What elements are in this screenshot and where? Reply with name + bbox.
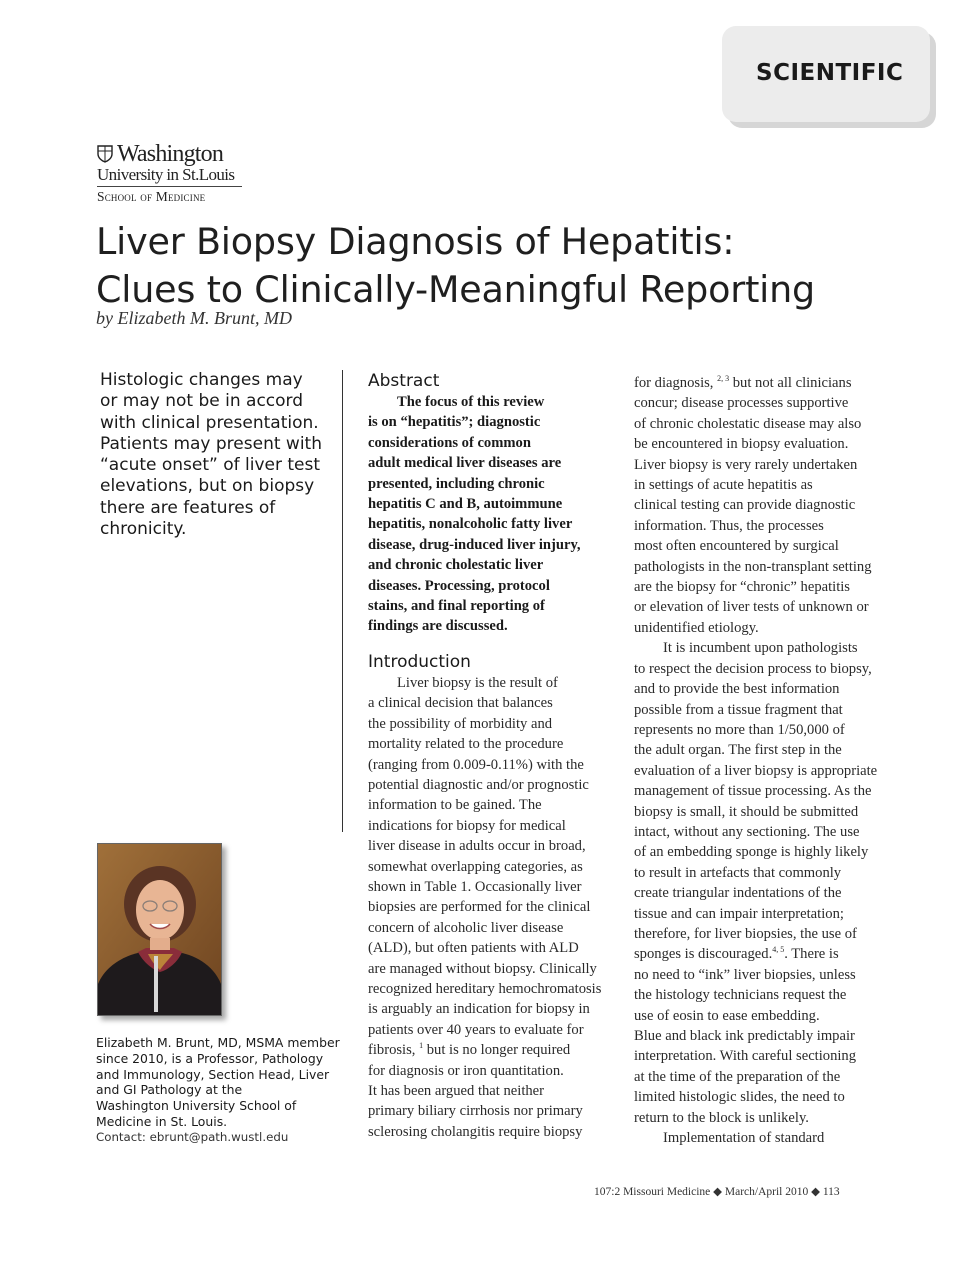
article-title xyxy=(96,218,815,314)
col3-line: therefore, for liver biopsies, the use of xyxy=(634,925,857,942)
col3-line xyxy=(634,944,894,964)
intro-line: sclerosing cholangitis require biopsy xyxy=(368,1123,583,1140)
col3-line: Implementation of standard xyxy=(663,1130,825,1147)
abstract-line: hepatitis, nonalcoholic fatty liver xyxy=(368,516,573,533)
col3-line: the adult organ. The first step in the xyxy=(634,742,842,759)
abstract-line: The focus of this review xyxy=(397,394,545,410)
intro-fibrosis-end: but is no longer required xyxy=(423,1042,571,1059)
col3-line: evaluation of a liver biopsy is appropriate xyxy=(634,762,878,779)
col3-line xyxy=(634,373,894,393)
abstract-line: disease, drug-induced liver injury, xyxy=(368,536,581,553)
intro-line: mortality related to the procedure xyxy=(368,736,564,753)
abstract-line: stains, and final reporting of xyxy=(368,598,545,615)
abstract-line: findings are discussed. xyxy=(368,618,508,635)
intro-line: liver disease in adults occur in broad, xyxy=(368,838,586,855)
intro-fibrosis-start: fibrosis, xyxy=(368,1042,420,1059)
pull-quote-line: chronicity. xyxy=(100,519,187,540)
col3-line: or elevation of liver tests of unknown or xyxy=(634,599,869,616)
intro-line: patients over 40 years to evaluate for xyxy=(368,1021,584,1038)
col3-line: the histology technicians request the xyxy=(634,987,847,1004)
author-caption-line: and Immunology, Section Head, Liver xyxy=(96,1066,330,1082)
citation-ref: 2, 3 xyxy=(717,374,730,383)
intro-line: potential diagnostic and/or prognostic xyxy=(368,776,589,793)
col3-line: clinical testing can provide diagnostic xyxy=(634,497,856,514)
abstract-body xyxy=(368,392,618,637)
col3-line: create triangular indentations of the xyxy=(634,885,842,902)
abstract-line: presented, including chronic xyxy=(368,475,545,492)
col3-line: and to provide the best information xyxy=(634,681,840,698)
pull-quote xyxy=(100,370,340,540)
col3-line: use of eosin to ease embedding. xyxy=(634,1007,820,1024)
col3-line: to result in artefacts that commonly xyxy=(634,864,842,881)
abstract-line: is on “hepatitis”; diagnostic xyxy=(368,414,541,431)
col3-line: to respect the decision process to biopsy, xyxy=(634,660,872,677)
col3-first-start: for diagnosis, xyxy=(634,375,718,391)
page-footer: 107:2 Missouri Medicine ◆ March/April 2010 ◆ 113 xyxy=(594,1186,840,1198)
author-portrait xyxy=(98,844,221,1015)
intro-line: primary biliary cirrhosis nor primary xyxy=(368,1103,583,1120)
col3-line: are the biopsy for “chronic” hepatitis xyxy=(634,579,850,596)
abstract-line: and chronic cholestatic liver xyxy=(368,557,544,574)
pull-quote-line: with clinical presentation. xyxy=(100,412,319,433)
abstract-line: considerations of common xyxy=(368,434,531,451)
logo-line-school: School of Medicine xyxy=(97,186,242,207)
intro-line: a clinical decision that balances xyxy=(368,695,553,712)
abstract-line: hepatitis C and B, autoimmune xyxy=(368,496,563,513)
section-tab-label: SCIENTIFIC xyxy=(756,60,904,86)
intro-line: Liver biopsy is the result of xyxy=(397,674,558,691)
author-caption-line: Medicine in St. Louis. xyxy=(96,1113,228,1129)
col3-line: interpretation. With careful sectioning xyxy=(634,1048,857,1065)
col3-sponge-end: . There is xyxy=(784,946,839,963)
logo-line-university: University in St.Louis xyxy=(97,165,235,184)
introduction-heading: Introduction xyxy=(368,651,471,672)
intro-line: (ALD), but often patients with ALD xyxy=(368,940,579,957)
pull-quote-line: Patients may present with xyxy=(100,433,322,454)
intro-line: indications for biopsy for medical xyxy=(368,817,566,834)
university-logo xyxy=(97,142,242,208)
column-3 xyxy=(634,373,894,1148)
author-contact: Contact: ebrunt@path.wustl.edu xyxy=(96,1129,289,1144)
author-caption-line: Elizabeth M. Brunt, MD, MSMA member xyxy=(96,1035,340,1050)
abstract-line: adult medical liver diseases are xyxy=(368,455,562,472)
pull-quote-line: Histologic changes may xyxy=(100,370,303,390)
pull-quote-line: or may not be in accord xyxy=(100,391,304,412)
col3-line: return to the block is unlikely. xyxy=(634,1109,809,1126)
col3-line: pathologists in the non-transplant setting xyxy=(634,558,872,575)
article-title-line-2: Clues to Clinically-Meaningful Reporting xyxy=(96,268,816,311)
intro-line: the possibility of morbidity and xyxy=(368,715,553,732)
column-2 xyxy=(368,370,618,1142)
col3-line: most often encountered by surgical xyxy=(634,538,839,555)
col3-sponge-start: sponges is discouraged. xyxy=(634,946,773,963)
author-caption xyxy=(96,1035,346,1146)
abstract-heading: Abstract xyxy=(368,371,440,391)
intro-line: somewhat overlapping categories, as xyxy=(368,858,583,875)
pull-quote-line: “acute onset” of liver test xyxy=(100,455,321,476)
introduction-body xyxy=(368,673,618,1142)
intro-line: recognized hereditary hemochromatosis xyxy=(368,980,602,997)
col3-line: unidentified etiology. xyxy=(634,619,759,636)
col3-line: management of tissue processing. As the xyxy=(634,783,872,800)
col3-line: of an embedding sponge is highly likely xyxy=(634,844,869,861)
citation-ref: 1 xyxy=(419,1041,424,1051)
col3-line: limited histologic slides, the need to xyxy=(634,1089,845,1106)
col3-line: no need to “ink” liver biopsies, unless xyxy=(634,966,856,983)
intro-line: (ranging from 0.009-0.11%) with the xyxy=(368,756,584,773)
col3-first-end: but not all clinicians xyxy=(729,375,852,391)
abstract-line: diseases. Processing, protocol xyxy=(368,577,550,594)
intro-line: It has been argued that neither xyxy=(368,1083,545,1099)
pull-quote-line: there are features of xyxy=(100,497,276,518)
intro-line xyxy=(368,1040,618,1060)
col3-line: Liver biopsy is very rarely undertaken xyxy=(634,456,858,473)
col3-line: biopsy is small, it should be submitted xyxy=(634,803,859,820)
author-caption-line: since 2010, is a Professor, Pathology xyxy=(96,1050,324,1066)
author-caption-line: Washington University School of xyxy=(96,1098,297,1114)
col3-line: at the time of the preparation of the xyxy=(634,1068,841,1085)
intro-line: concern of alcoholic liver disease xyxy=(368,919,564,936)
intro-line: biopsies are performed for the clinical xyxy=(368,899,591,916)
col3-line: Blue and black ink predictably impair xyxy=(634,1028,855,1044)
byline: by Elizabeth M. Brunt, MD xyxy=(96,308,292,328)
col3-line: tissue and can impair interpretation; xyxy=(634,905,844,922)
intro-line: is arguably an indication for biopsy in xyxy=(368,1001,590,1018)
section-tab xyxy=(722,26,930,122)
col3-line: It is incumbent upon pathologists xyxy=(663,640,858,657)
col3-line: in settings of acute hepatitis as xyxy=(634,477,813,494)
intro-line: for diagnosis or iron quantitation. xyxy=(368,1062,564,1079)
intro-line: information to be gained. The xyxy=(368,797,542,814)
author-caption-line: and GI Pathology at the xyxy=(96,1082,243,1098)
intro-line: shown in Table 1. Occasionally liver xyxy=(368,878,582,895)
intro-line: are managed without biopsy. Clinically xyxy=(368,960,597,977)
shield-icon xyxy=(97,145,113,163)
article-title-line-1: Liver Biopsy Diagnosis of Hepatitis: xyxy=(96,220,735,263)
column-divider xyxy=(342,370,343,832)
pull-quote-line: elevations, but on biopsy xyxy=(100,476,315,497)
col3-line: concur; disease processes supportive xyxy=(634,395,849,412)
col3-line: information. Thus, the processes xyxy=(634,517,824,534)
col3-line: intact, without any sectioning. The use xyxy=(634,823,860,840)
citation-ref: 4, 5 xyxy=(772,945,785,955)
col3-line: of chronic cholestatic disease may also xyxy=(634,415,862,432)
logo-line-washington: Washington xyxy=(117,141,224,167)
author-photo xyxy=(97,843,222,1016)
col3-line: represents no more than 1/50,000 of xyxy=(634,721,845,738)
col3-line: possible from a tissue fragment that xyxy=(634,701,843,718)
col3-line: be encountered in biopsy evaluation. xyxy=(634,436,849,453)
